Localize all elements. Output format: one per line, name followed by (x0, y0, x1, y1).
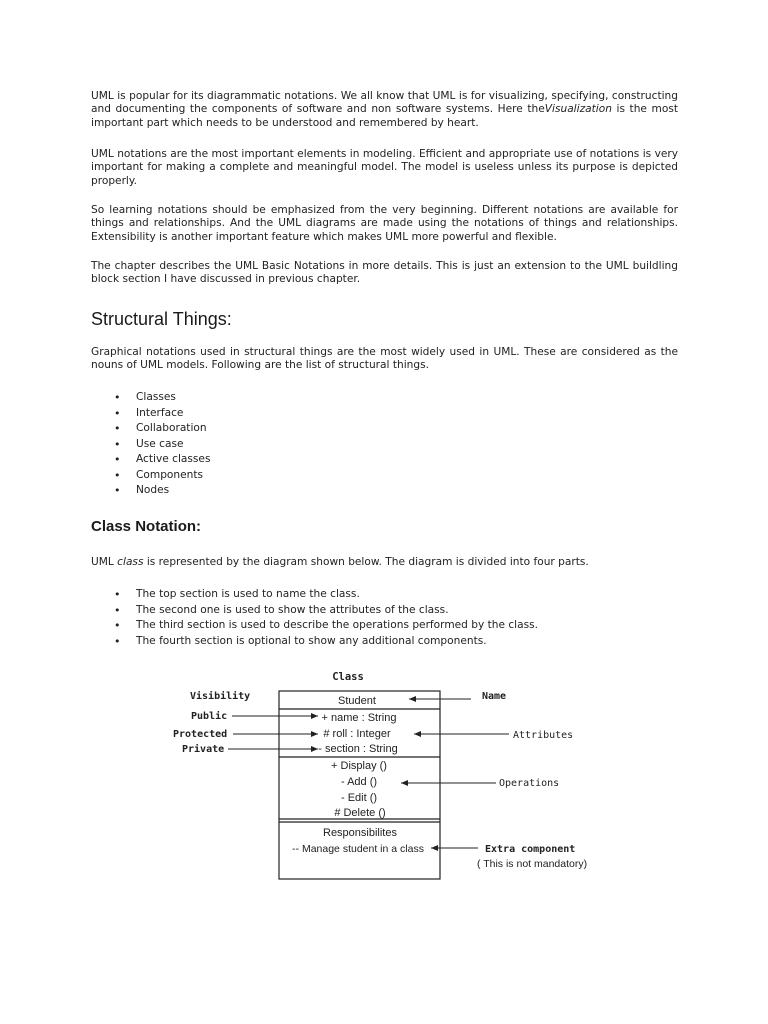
class-notation-intro: UML class is represented by the diagram shown below. The diagram is divided into four parts. (91, 556, 589, 568)
label-extra-component: Extra component (485, 844, 576, 855)
intro-paragraph-4: The chapter describes the UML Basic Notations in more details. This is just an extension to the UML buildling block section I have discussed in previous chapter. (91, 260, 678, 286)
class-name: Student (338, 695, 376, 707)
responsibilities-title: Responsibilites (323, 827, 397, 839)
label-public: Public (191, 711, 228, 722)
attribute-public: + name : String (321, 712, 397, 724)
intro-paragraph-3: So learning notations should be emphasized from the very beginning. Different notations are available for things and relationships. And the UML diagrams are made using the notations of things and relationships. Extensibility is another important feature which makes UML more powerful and flexible. (91, 204, 678, 243)
intro-paragraph-2: UML notations are the most important elements in modeling. Efficient and appropriate use of notations is very important for making a complete and meaningful model. The model is useless unless its purpose is depicted properly. (91, 148, 678, 187)
class-term: class (117, 556, 144, 568)
structural-things-description: Graphical notations used in structural things are the most widely used in UML. These are considered as the nouns of UML models. Following are the list of structural things. (91, 346, 678, 372)
operation-display: + Display () (331, 760, 387, 772)
visualization-term: Visualization (544, 103, 612, 116)
list-item: • Interface (112, 406, 210, 422)
operation-delete: # Delete () (334, 807, 386, 819)
attribute-private: - section : String (318, 743, 398, 755)
operation-add: - Add () (340, 776, 378, 788)
label-extra-note: ( This is not mandatory) (477, 858, 588, 870)
list-item: • The second one is used to show the attributes of the class. (112, 603, 538, 619)
list-item: • Classes (112, 390, 210, 406)
list-item: • Use case (112, 437, 210, 453)
responsibility-item: -- Manage student in a class (292, 843, 424, 855)
list-item: • Nodes (112, 483, 210, 499)
diagram-title: Class (332, 671, 364, 683)
label-name: Name (482, 691, 507, 702)
label-attributes: Attributes (513, 730, 574, 741)
operation-edit: - Edit () (340, 792, 378, 804)
list-item: • Active classes (112, 452, 210, 468)
list-item: • The third section is used to describe the operations performed by the class. (112, 618, 538, 634)
label-operations: Operations (499, 778, 560, 789)
list-item: • The fourth section is optional to show any additional components. (112, 634, 538, 650)
intro-paragraph-1: UML is popular for its diagrammatic notations. We all know that UML is for visualizing, specifying, constructing and documenting the components of software and non software systems. Here theVisualization is the most important part which needs to be understood and remembered by heart. (91, 90, 678, 129)
list-item: • Collaboration (112, 421, 210, 437)
attribute-protected: # roll : Integer (323, 728, 391, 740)
list-item: • The top section is used to name the class. (112, 587, 538, 603)
label-visibility: Visibility (190, 691, 251, 702)
label-private: Private (182, 744, 225, 755)
list-item: • Components (112, 468, 210, 484)
label-protected: Protected (173, 729, 228, 740)
class-notation-heading: Class Notation: (91, 518, 202, 535)
structural-things-heading: Structural Things: (91, 309, 232, 329)
